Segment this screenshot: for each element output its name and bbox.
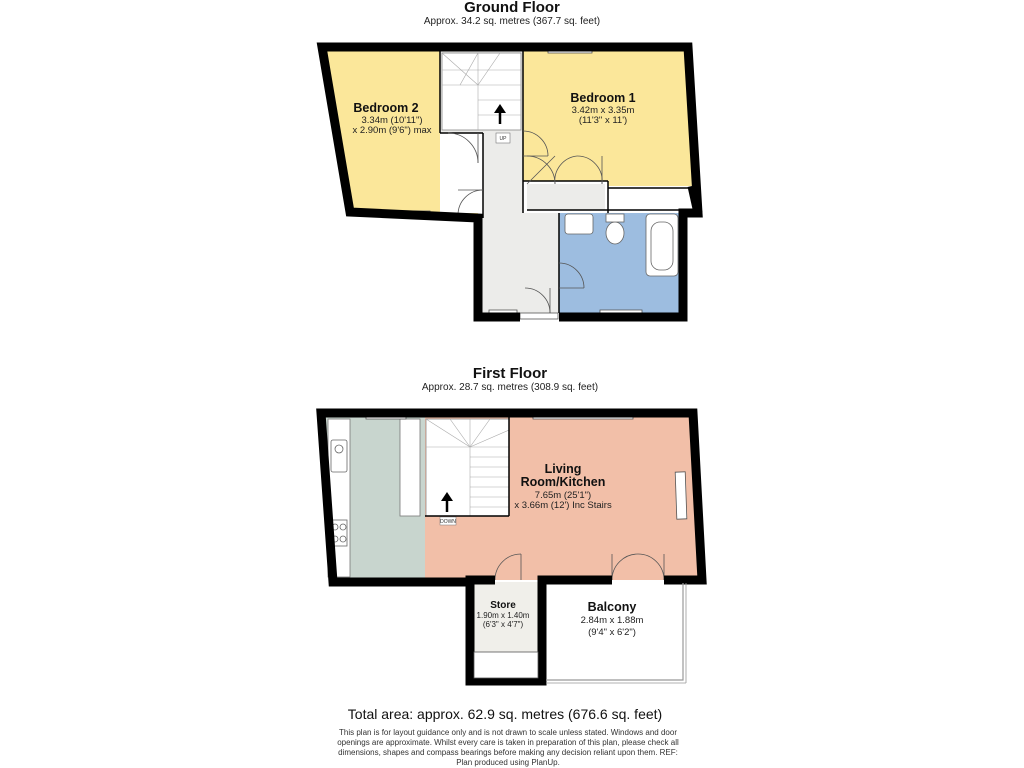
- store-dim-1: 1.90m x 1.40m: [476, 611, 530, 620]
- living-room-label-2: Room/Kitchen: [520, 475, 606, 489]
- ground-floor-stairs: [442, 53, 521, 130]
- store-dim-2: (6'3" x 4'7"): [482, 620, 524, 629]
- ground-floor-title: Ground Floor: [464, 0, 560, 16]
- total-area: Total area: approx. 62.9 sq. metres (676.6 sq. feet): [347, 706, 663, 722]
- bedroom-2-dim-1: 3.34m (10'11"): [361, 115, 423, 126]
- stair-up-label: UP: [499, 136, 507, 142]
- ground-floor: [322, 0, 698, 319]
- bedroom-1-label: Bedroom 1: [570, 91, 636, 105]
- stair-down-label: DOWN: [440, 519, 456, 525]
- disclaimer-line-2: openings are approximate. Whilst every care is taken in preparation of this plan, please check all: [337, 738, 679, 747]
- disclaimer-line-3: dimensions, shapes and compass bearings before making any decision reliant upon them. REF:: [338, 748, 678, 757]
- bedroom-1-dim-1: 3.42m x 3.35m: [571, 105, 635, 116]
- landing-cupboard-floor: [527, 184, 605, 210]
- store-label: Store: [490, 600, 516, 611]
- ground-floor-area: Approx. 34.2 sq. metres (367.7 sq. feet): [423, 16, 601, 27]
- disclaimer-line-4: Plan produced using PlanUp.: [456, 758, 560, 767]
- bedroom-2-dim-2: x 2.90m (9'6") max: [352, 125, 432, 136]
- first-floor-area: Approx. 28.7 sq. metres (308.9 sq. feet): [421, 382, 599, 393]
- living-room-dim-2: x 3.66m (12') Inc Stairs: [514, 500, 612, 511]
- first-floor-title: First Floor: [472, 365, 548, 382]
- living-room-label-1: Living: [544, 462, 582, 476]
- basin-icon: [565, 214, 593, 234]
- bedroom-2-label: Bedroom 2: [353, 101, 419, 115]
- balcony-label: Balcony: [587, 600, 637, 614]
- balcony-dim-1: 2.84m x 1.88m: [580, 615, 644, 626]
- first-floor: [321, 365, 702, 683]
- store-inner-shelf: [474, 652, 538, 678]
- balcony-dim-2: (9'4" x 6'2"): [588, 627, 636, 638]
- disclaimer-line-1: This plan is for layout guidance only and is not drawn to scale unless stated. Windows and door: [339, 728, 677, 737]
- toilet-icon: [606, 222, 624, 244]
- bedroom-1-dim-2: (11'3" x 11'): [578, 115, 628, 126]
- living-room-dim-1: 7.65m (25'1"): [534, 490, 592, 501]
- first-floor-stairs: [426, 419, 509, 516]
